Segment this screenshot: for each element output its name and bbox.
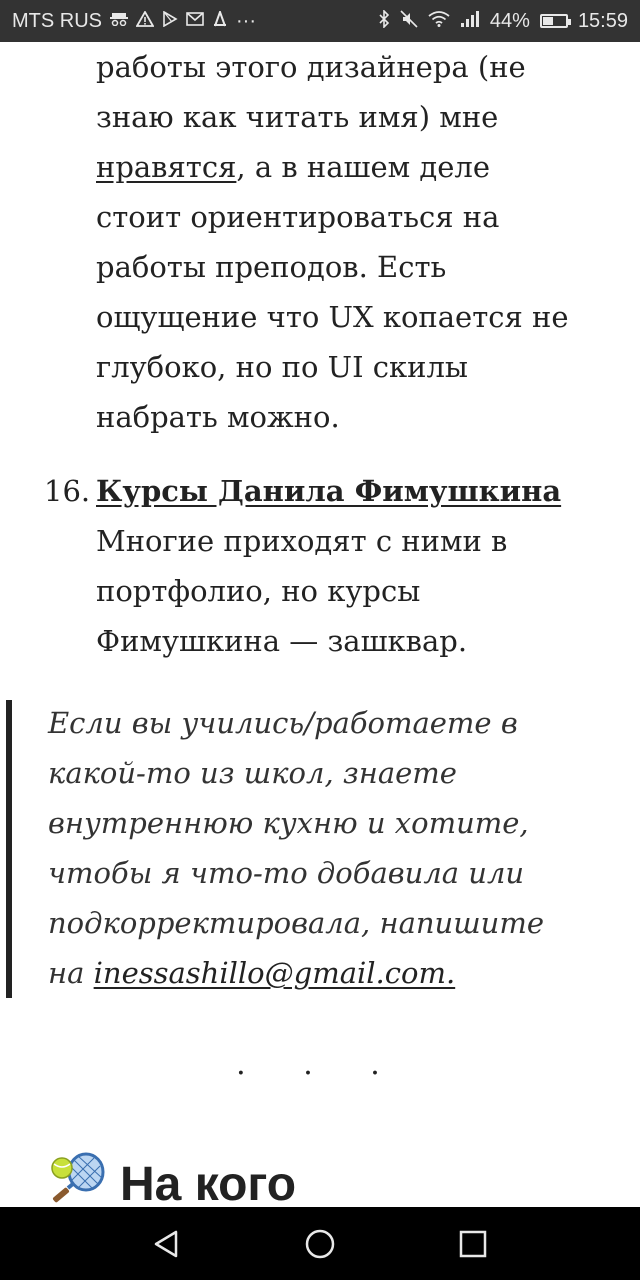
carrier-name: MTS RUS <box>12 9 102 32</box>
text-line: Если вы учились/работаете в <box>48 706 518 740</box>
warning-icon <box>136 11 154 31</box>
bluetooth-icon <box>378 10 390 32</box>
app-icon <box>212 11 228 31</box>
text-fragment: на <box>48 956 94 990</box>
text-line <box>96 142 616 192</box>
text-line: ощущение что UX копается не <box>96 300 569 334</box>
more-notifications: ··· <box>236 9 256 32</box>
text-line: внутреннюю кухню и хотите, <box>48 806 529 840</box>
wifi-icon <box>428 11 450 31</box>
signal-icon <box>460 11 480 31</box>
text-line: знаю как читать имя) мне <box>96 100 499 134</box>
paragraph-15-body <box>96 42 616 442</box>
article-content[interactable] <box>0 42 640 1207</box>
recents-button[interactable] <box>453 1224 493 1264</box>
fimushkin-courses-link[interactable]: Курсы Данила Фимушкина <box>96 474 562 508</box>
battery-icon <box>540 14 568 28</box>
list-number: 16. <box>44 474 91 508</box>
text-line: подкорректировала, напишите <box>48 906 545 940</box>
text-line: портфолио, но курсы <box>96 574 421 608</box>
section-separator: · · · <box>236 1056 404 1091</box>
mute-icon <box>400 10 418 32</box>
heading-text: На кого <box>120 1157 297 1207</box>
text-line: Многие приходят с ними в <box>96 524 508 558</box>
section-heading <box>48 1150 296 1207</box>
likes-link[interactable]: нравятся <box>96 150 237 184</box>
blockquote <box>48 698 608 998</box>
incognito-icon <box>110 12 128 30</box>
tennis-racket-icon <box>48 1150 108 1207</box>
clock: 15:59 <box>577 9 628 32</box>
text-line: работы преподов. Есть <box>96 250 447 284</box>
text-line: какой-то из школ, знаете <box>48 756 457 790</box>
battery-percent: 44% <box>489 9 530 32</box>
back-icon <box>152 1229 182 1259</box>
navigation-bar <box>0 1207 640 1280</box>
blockquote-bar <box>6 700 12 998</box>
text-line: Фимушкина — зашквар. <box>96 624 468 658</box>
text-line: набрать можно. <box>96 400 340 434</box>
text-line: глубоко, но по UI скилы <box>96 350 468 384</box>
text-line <box>48 948 608 998</box>
status-bar <box>0 0 640 42</box>
text-line: чтобы я что-то добавила или <box>48 856 525 890</box>
recents-icon <box>459 1230 487 1258</box>
play-store-icon <box>162 11 178 31</box>
list-item-16 <box>96 466 616 666</box>
text-line: работы этого дизайнера (не <box>96 50 526 84</box>
mail-icon <box>186 12 204 30</box>
home-button[interactable] <box>300 1224 340 1264</box>
email-link[interactable]: inessashillo@gmail.com. <box>93 956 456 990</box>
back-button[interactable] <box>147 1224 187 1264</box>
text-fragment: , а в нашем деле <box>236 150 490 184</box>
text-line: стоит ориентироваться на <box>96 200 500 234</box>
home-icon <box>304 1228 336 1260</box>
